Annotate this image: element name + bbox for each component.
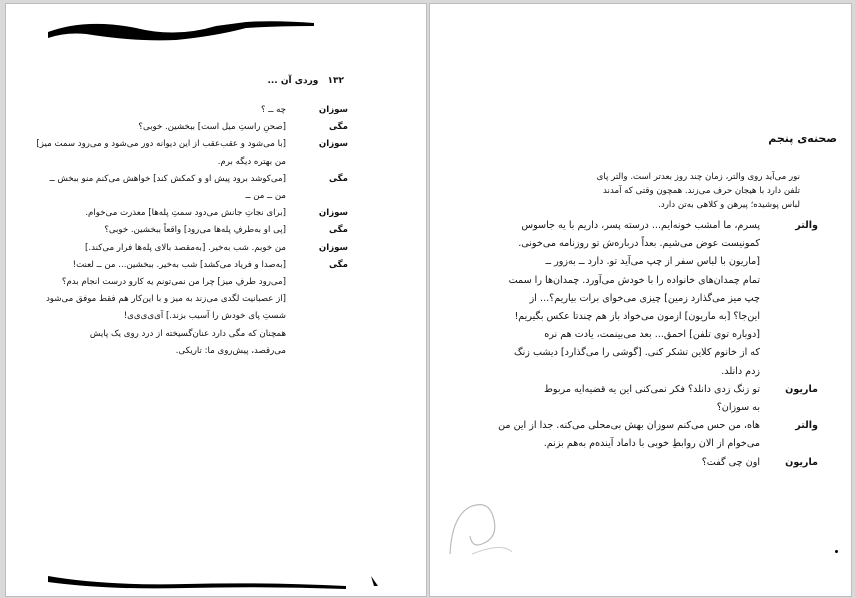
scan-ink-blot-bottom [46,570,386,592]
script-line [444,308,818,326]
speech-text: این‌جا؟ [به ماریون] ازمون می‌خواد باز هم چندتا عکس بگیریم! [514,311,760,323]
script-line [26,119,348,136]
right-book-page [429,3,852,597]
speech-text: شستِ پای خودش را آسیب بزند.] آی‌ی‌ی‌ی‌ی! [123,311,286,322]
speech-text: چپ میز می‌گذارد زمین] چیزی می‌خوای برات بیاریم؟... از [529,292,760,304]
speaker-name: مگی [328,173,348,184]
speech-text: چه ــ ؟ [261,105,286,115]
script-line [444,326,818,344]
script-line [26,240,348,257]
speech-text: [به‌صدا و فریاد می‌کشد] شب به‌خیر. ببخشین... من ــ لعنت! [72,259,286,270]
speaker-name: سوزان [318,208,348,219]
speech-text: به سوزان؟ [716,402,760,414]
speech-text: من خوبم. شب به‌خیر. [به‌مقصد بالای پله‌ها فرار می‌کند.] [85,242,286,253]
script-line [444,235,818,253]
script-line [26,343,348,360]
script-line [444,272,818,290]
script-line [444,399,818,417]
scan-dot [835,550,838,553]
script-line [444,381,818,399]
speech-text: [برای نجاتِ جانش می‌دود سمتِ پله‌ها] معذرت می‌خوام. [85,208,286,219]
stage-direction-line: لباس پوشیده؛ پیرهن و کلاهی به‌تن دارد. [658,200,800,210]
scene-title: صحنه‌ی پنجم [768,132,837,145]
script-line [26,274,348,291]
speech-text: [می‌کوشد برود پیش او و کمکش کند] خواهش می‌کنم منو ببخش ــ [49,173,286,184]
script-line [26,222,348,239]
script-line [26,308,348,325]
header-title: وردی آن ... [267,76,319,86]
speech-text: [با می‌شود و عقب‌عقب از این دیوانه دور می‌شود و می‌رود سمت میز] [36,139,286,150]
script-text-right [444,217,818,472]
script-line [26,291,348,308]
speech-text: می‌خوام از الان روابطِ خوبی با داماد آینده‌م به‌هم بزنم. [543,438,760,450]
speech-text: همچنان که مگی دارد عنان‌گسیخته از درد روی یک پایش [89,328,286,339]
script-line [26,205,348,222]
script-line [26,257,348,274]
script-line [444,417,818,435]
script-line [444,253,818,271]
speech-text: [از عصبانیت لگدی می‌زند به میز و با این‌کار هم فقط موفق می‌شود [45,294,286,305]
page-number: ۱۳۲ [327,76,344,86]
speech-text: تمام چمدان‌های خانواده را با خودش می‌آورد. چمدان‌ها را سمت [508,274,760,286]
speech-text: که از خانوم کلاین تشکر کنی. [گوشی را می‌گذارد] دیشب زنگ [514,347,760,359]
speaker-name: والتر [795,420,818,432]
speech-text: تو زنگ زدی دانلد؟ فکر نمی‌کنی این یه قضیه‌ایه مربوط [544,383,760,395]
script-text-left [26,102,348,360]
speaker-name: سوزان [318,242,348,253]
left-book-page [5,3,427,597]
speech-text: کمونیست عوض می‌شیم. بعداً درباره‌ش تو روزنامه می‌خونی. [518,238,760,250]
speech-text: من ــ من ــ [245,191,286,202]
stage-direction-line: تلفن دارد با هیجان حرف می‌زند. همچون وقتی که آمدند [603,186,800,196]
stage-direction [570,170,800,212]
speaker-name: مگی [328,122,348,133]
speaker-name: سوزان [318,105,348,115]
speech-text: [ماریون با لباس سفر از چپ می‌آید تو. دارد ــ به‌زور ــ [545,256,760,268]
script-line [444,217,818,235]
script-line [444,435,818,453]
speech-text: [پی او به‌طرفِ پله‌ها می‌رود] واقعاً ببخشین. خوبی؟ [104,225,286,236]
script-line [26,326,348,343]
stage-direction-line: نور می‌آید روی والتر، زمان چند روز بعدتر است. والتر پای [596,172,800,182]
speaker-name: ماریون [785,456,818,468]
script-line [444,454,818,472]
speaker-name: مگی [328,259,348,270]
speaker-name: مگی [328,225,348,236]
script-line [26,154,348,171]
speech-text: اون چی گفت؟ [701,456,760,468]
speaker-name: سوزان [318,139,348,150]
script-line [444,363,818,381]
speech-text: [می‌رود طرفِ میز] چرا من نمی‌تونم یه کارو درست انجام بدم؟ [61,277,286,288]
speech-text: زدم دانلد. [721,365,760,377]
speech-text: پسرم، ما امشب خونه‌ایم... درسته پسر، داریم با یه جاسوس [521,220,760,231]
script-line [444,344,818,362]
speech-text: می‌رقصد، پیش‌روی ما: تاریکی. [175,345,286,356]
speaker-name: ماریون [785,383,818,395]
script-line [26,188,348,205]
speech-text: من بهتره دیگه برم. [217,156,286,167]
speaker-name: والتر [795,220,818,231]
speech-text: هاه، من حس می‌کنم سوزان بهش بی‌محلی می‌کنه. جدا از این من [498,420,760,432]
script-line [26,136,348,153]
script-line [444,290,818,308]
scan-finger-smudge [442,474,532,559]
speech-text: [صحنِ راستِ میل است] ببخشین. خوبی؟ [138,122,286,133]
script-line [26,102,348,119]
script-line [26,171,348,188]
running-header [264,76,344,86]
scan-ink-blot-top [46,14,316,44]
speech-text: [دوباره توی تلفن] احمق... بعد می‌بینمت، یادت هم نره [544,329,760,341]
